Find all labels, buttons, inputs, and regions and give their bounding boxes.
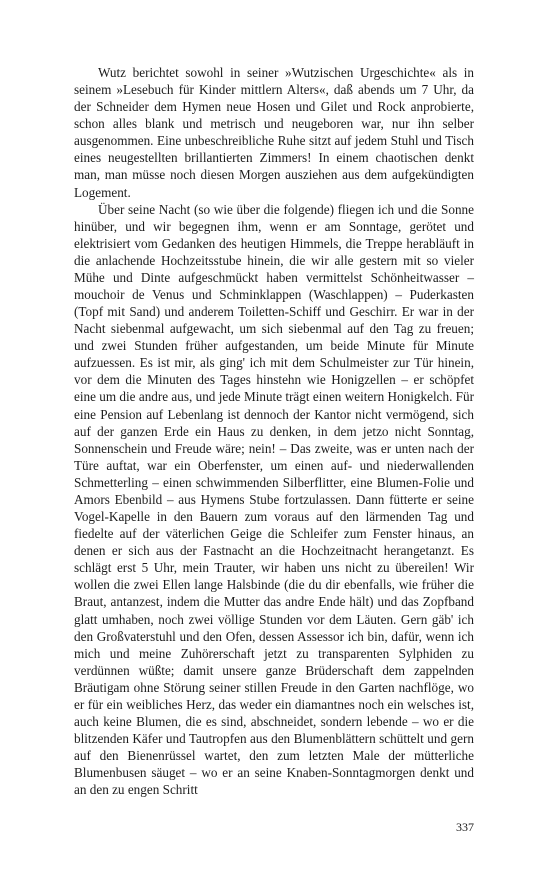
body-text <box>74 64 474 798</box>
paragraph-1: Wutz berichtet sowohl in seiner »Wutzischen Urgeschichte« als in seinem »Lesebuch für Kinder mittlern Alters«, daß abends um 7 Uhr, da der Schneider dem Hymen neue Hosen und Gilet und Rock anprobierte, schon alles blank und metrisch und neugeboren war, nur ihn selber ausgenommen. Eine unbeschreibliche Ruhe sitzt auf jedem Stuhl und Tisch eines neugestellten brillantierten Zimmers! In einem chaotischen denkt man, man müsse noch diesen Morgen ausziehen aus dem aufgekündigten Logement. <box>74 65 474 200</box>
paragraph-2: Über seine Nacht (so wie über die folgende) fliegen ich und die Sonne hinüber, und wir begegnen ihm, wenn er am Sonntage, gerötet und elektrisiert vom Gedanken des heutigen Himmels, die Treppe herabläuft in die anlachende Hochzeitsstube hinein, die wir alle gestern mit so vieler Mühe und Dinte aufgeschmückt haben vermittelst Schönheitwasser – mouchoir de Venus und Schminklappen (Waschlappen) – Puderkasten (Topf mit Sand) und anderem Toiletten-Schiff und Geschirr. Er war in der Nacht siebenmal aufgewacht, um sich siebenmal auf den Tag zu freuen; und zwei Stunden früher aufgestanden, um beide Minute für Minute aufzuessen. Es ist mir, als ging' ich mit dem Schulmeister zur Tür hinein, vor dem die Minuten des Tages hinstehn wie Honigzellen – er schöpfet eine um die andre aus, und jede Minute trägt einen weitern Honigkelch. Für eine Pension auf Lebenlang ist dennoch der Kantor nicht vermögend, sich auf der ganzen Erde ein Haus zu denken, in dem jetzo nicht Sonntag, Sonnenschein und Freude wäre; nein! – Das zweite, was er unten nach der Türe auftat, war ein Oberfenster, um einen auf- und niederwallenden Schmetterling – einen schwimmenden Silberflitter, eine Blumen-Folie und Amors Ebenbild – aus Hymens Stube fortzulassen. Dann fütterte er seine Vogel-Kapelle in den Bauern zum voraus auf den lärmenden Tag und fiedelte auf der väterlichen Geige die Schleifer zum Fenster hinaus, an denen er sich aus der Fastnacht an die Hochzeitnacht herangetanzt. Es schlägt erst 5 Uhr, mein Trauter, wir haben uns nicht zu übereilen! Wir wollen die zwei Ellen lange Halsbinde (die du dir ebenfalls, wie früher die Braut, antanzest, indem die Mutter das andre Ende hält) und das Zopfband glatt umhaben, noch zwei völlige Stunden vor dem Läuten. Gern gäb' ich den Großvaterstuhl und den Ofen, dessen Assessor ich bin, dafür, wenn ich mich und meine Zuhörerschaft jetzt zu transparenten Sylphiden zu verdünnen wüßte; damit unsere ganze Brüderschaft dem zappelnden Bräutigam ohne Störung seiner stillen Freude in den Garten nachflöge, wo er für ein weibliches Herz, das weder ein diamantnes noch ein welsches ist, auch keine Blumen, die es sind, abschneidet, sondern lebende – wo er die blitzenden Käfer und Tautropfen aus den Blumenblättern schüttelt und gern auf den Bienenrüssel wartet, den zum letzten Male der mütterliche Blumenbusen säuget – wo er an seine Knaben-Sonntagmorgen denkt und an den zu engen Schritt <box>74 201 474 798</box>
page-number: 337 <box>456 820 474 834</box>
